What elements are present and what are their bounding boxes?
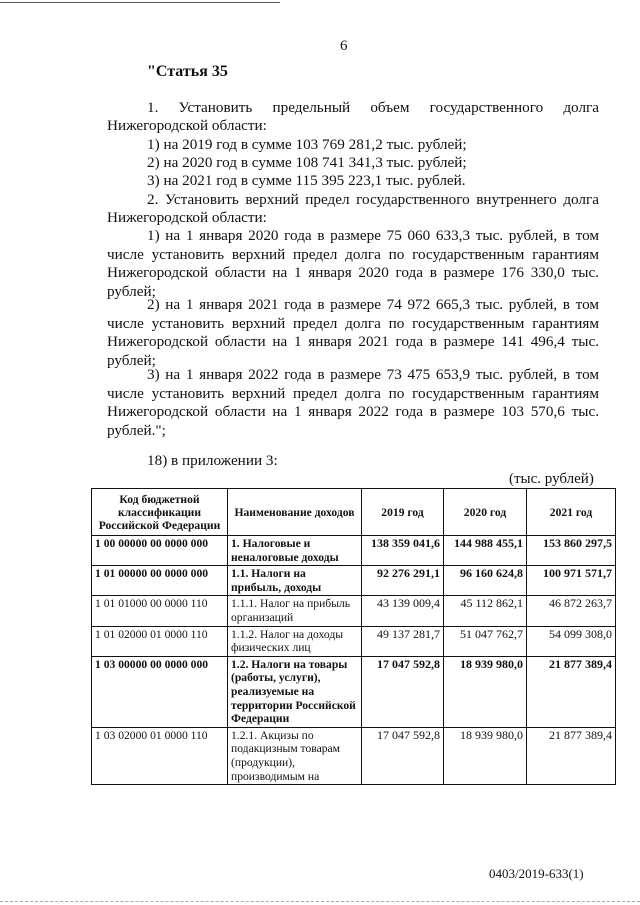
table-row — [92, 656, 616, 727]
row-code: 1 03 00000 00 0000 000 — [92, 656, 228, 727]
row-code: 1 01 01000 00 0000 110 — [92, 596, 228, 626]
row-value-2021: 21 877 389,4 — [527, 727, 616, 784]
row-value-2019: 17 047 592,8 — [362, 656, 444, 727]
row-code: 1 01 00000 00 0000 000 — [92, 566, 228, 596]
p2-line1: 2. Установить верхний предел государственного внутреннего долга — [147, 191, 599, 208]
row-name: 1. Налоговые и неналоговые доходы — [228, 536, 362, 566]
row-value-2020: 51 047 762,7 — [444, 626, 527, 656]
table-row — [92, 566, 616, 596]
table-row — [92, 727, 616, 784]
p2-line2: Нижегородской области: — [107, 209, 267, 226]
row-name: 1.2. Налоги на товары (работы, услуги), реализуемые на территории Российской Федерации — [228, 656, 362, 727]
p1-line1: 1. Установить предельный объем государственного долга — [147, 99, 599, 116]
header-2021: 2021 год — [527, 489, 616, 536]
header-2019: 2019 год — [362, 489, 444, 536]
row-value-2020: 45 112 862,1 — [444, 596, 527, 626]
table-row — [92, 536, 616, 566]
row-value-2020: 96 160 624,8 — [444, 566, 527, 596]
row-value-2021: 153 860 297,5 — [527, 536, 616, 566]
p2-item2: 2) на 1 января 2021 года в размере 74 972 665,3 тыс. рублей, в том числе установить верхний предел долга по государственным гарантиям Нижегородской области на 1 января 2021 года в размере 141 496,4 тыс. рублей; — [107, 296, 599, 369]
header-code: Код бюджетной классификации Российской Федерации — [92, 489, 228, 536]
row-value-2019: 43 139 009,4 — [362, 596, 444, 626]
page-number: 6 — [340, 38, 348, 54]
p1-item3: 3) на 2021 год в сумме 115 395 223,1 тыс. рублей. — [147, 172, 466, 189]
p1-line2: Нижегородской области: — [107, 117, 267, 134]
revenue-table — [91, 488, 616, 785]
article-title: "Статья 35 — [147, 63, 228, 80]
row-code: 1 03 02000 01 0000 110 — [92, 727, 228, 784]
row-name: 1.1. Налоги на прибыль, доходы — [228, 566, 362, 596]
table-row — [92, 596, 616, 626]
table-header-row — [92, 489, 616, 536]
units-note: (тыс. рублей) — [509, 471, 594, 487]
row-value-2021: 54 099 308,0 — [527, 626, 616, 656]
document-code: 0403/2019-633(1) — [489, 866, 584, 881]
p2-item3: 3) на 1 января 2022 года в размере 73 475 653,9 тыс. рублей, в том числе установить верхний предел долга по государственным гарантиям Нижегородской области на 1 января 2022 года в размере 103 570,6 тыс. рублей."; — [107, 366, 599, 439]
p2-item1: 1) на 1 января 2020 года в размере 75 060 633,3 тыс. рублей, в том числе установить верхний предел долга по государственным гарантиям Нижегородской области на 1 января 2020 года в размере 176 330,0 тыс. рублей; — [107, 227, 599, 300]
row-value-2021: 46 872 263,7 — [527, 596, 616, 626]
appendix-line: 18) в приложении 3: — [147, 452, 278, 469]
header-name: Наименование доходов — [228, 489, 362, 536]
row-value-2020: 18 939 980,0 — [444, 656, 527, 727]
bottom-rule — [0, 901, 640, 902]
row-value-2020: 18 939 980,0 — [444, 727, 527, 784]
table-row — [92, 626, 616, 656]
row-value-2019: 49 137 281,7 — [362, 626, 444, 656]
row-value-2021: 100 971 571,7 — [527, 566, 616, 596]
p1-item2: 2) на 2020 год в сумме 108 741 341,3 тыс. рублей; — [147, 154, 467, 171]
row-name: 1.1.2. Налог на доходы физических лиц — [228, 626, 362, 656]
header-2020: 2020 год — [444, 489, 527, 536]
row-value-2020: 144 988 455,1 — [444, 536, 527, 566]
p1-item1: 1) на 2019 год в сумме 103 769 281,2 тыс. рублей; — [147, 136, 467, 153]
row-value-2019: 92 276 291,1 — [362, 566, 444, 596]
row-value-2021: 21 877 389,4 — [527, 656, 616, 727]
top-rule — [0, 2, 280, 3]
row-code: 1 00 00000 00 0000 000 — [92, 536, 228, 566]
row-name: 1.2.1. Акцизы по подакцизным товарам (продукции), производимым на — [228, 727, 362, 784]
row-name: 1.1.1. Налог на прибыль организаций — [228, 596, 362, 626]
row-code: 1 01 02000 01 0000 110 — [92, 626, 228, 656]
row-value-2019: 138 359 041,6 — [362, 536, 444, 566]
row-value-2019: 17 047 592,8 — [362, 727, 444, 784]
